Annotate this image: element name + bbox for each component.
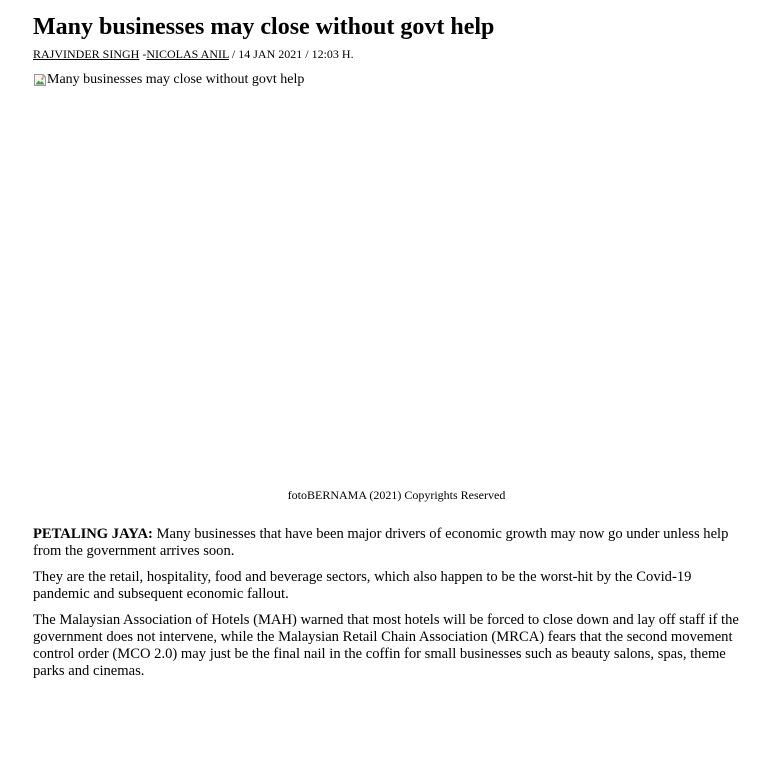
paragraph [33, 526, 743, 560]
paragraph-text: They are the retail, hospitality, food and beverage sectors, which also happen to be the worst-hit by the Covid-19 pandemic and subsequent economic fallout. [33, 569, 692, 602]
author-link-2[interactable]: NICOLAS ANIL [146, 47, 229, 61]
article-body [33, 526, 743, 689]
paragraph-text: Many businesses that have been major drivers of economic growth may now go under unless help from the government arrives soon. [33, 526, 729, 559]
dateline: PETALING JAYA: [33, 526, 153, 542]
article-headline: Many businesses may close without govt help [33, 14, 495, 40]
publish-date-time: / 14 JAN 2021 / 12:03 H. [228, 47, 354, 61]
image-caption: fotoBERNAMA (2021) Copyrights Reserved [287, 488, 506, 502]
paragraph-text: The Malaysian Association of Hotels (MAH) warned that most hotels will be forced to close down and lay off staff if the government does not intervene, while the Malaysian Retail Chain Association (MRCA) fears that the second movement control order (MCO 2.0) may just be the final nail in the coffin for small businesses such as beauty salons, spas, theme parks and cinemas. [33, 612, 739, 679]
author-separator: - [139, 47, 147, 61]
author-link-1[interactable]: RAJVINDER SINGH [33, 47, 140, 61]
image-alt-text: Many businesses may close without govt help [47, 72, 305, 87]
paragraph [33, 569, 743, 603]
article-byline [33, 46, 354, 62]
article-image [33, 72, 304, 88]
broken-image-icon [33, 73, 47, 87]
article-figure [33, 70, 743, 510]
paragraph [33, 612, 743, 680]
